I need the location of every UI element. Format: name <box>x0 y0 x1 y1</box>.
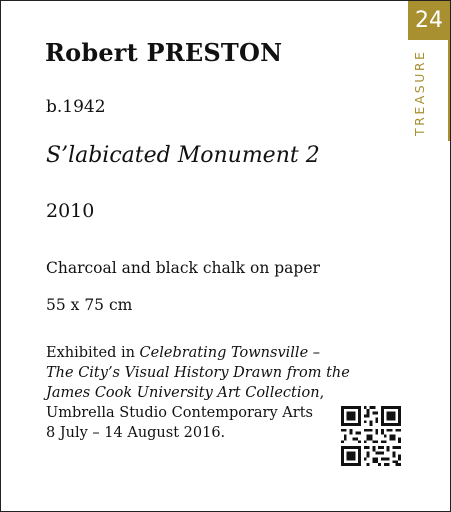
artwork-dimensions: 55 x 75 cm <box>46 296 133 314</box>
exhibition-line-1 <box>46 343 346 363</box>
artist-name: Robert PRESTON <box>45 38 283 67</box>
artist-birth-year: b.1942 <box>46 97 106 117</box>
exhibition-note <box>46 343 350 443</box>
exhibition-title-part2: The City’s Visual History Drawn from the <box>46 365 350 381</box>
exhibition-prefix: Exhibited in <box>46 345 140 361</box>
artwork-year: 2010 <box>46 200 95 222</box>
exhibition-line-2 <box>46 363 350 383</box>
exhibition-title-part3: James Cook University Art Collection <box>46 385 320 401</box>
exhibition-title-suffix: , <box>319 385 325 401</box>
exhibition-venue: Umbrella Studio Contemporary Arts <box>46 405 313 421</box>
exhibition-line-3 <box>46 383 346 403</box>
treasure-number-badge: 24 <box>408 1 450 40</box>
qr-code-icon[interactable] <box>341 406 401 466</box>
exhibition-dates: 8 July – 14 August 2016. <box>46 425 226 441</box>
artwork-title: S’labicated Monument 2 <box>46 143 320 168</box>
artwork-medium: Charcoal and black chalk on paper <box>46 259 320 277</box>
treasure-side-label: TREASURE <box>412 49 427 137</box>
exhibition-title-part1: Celebrating Townsville – <box>139 345 321 361</box>
